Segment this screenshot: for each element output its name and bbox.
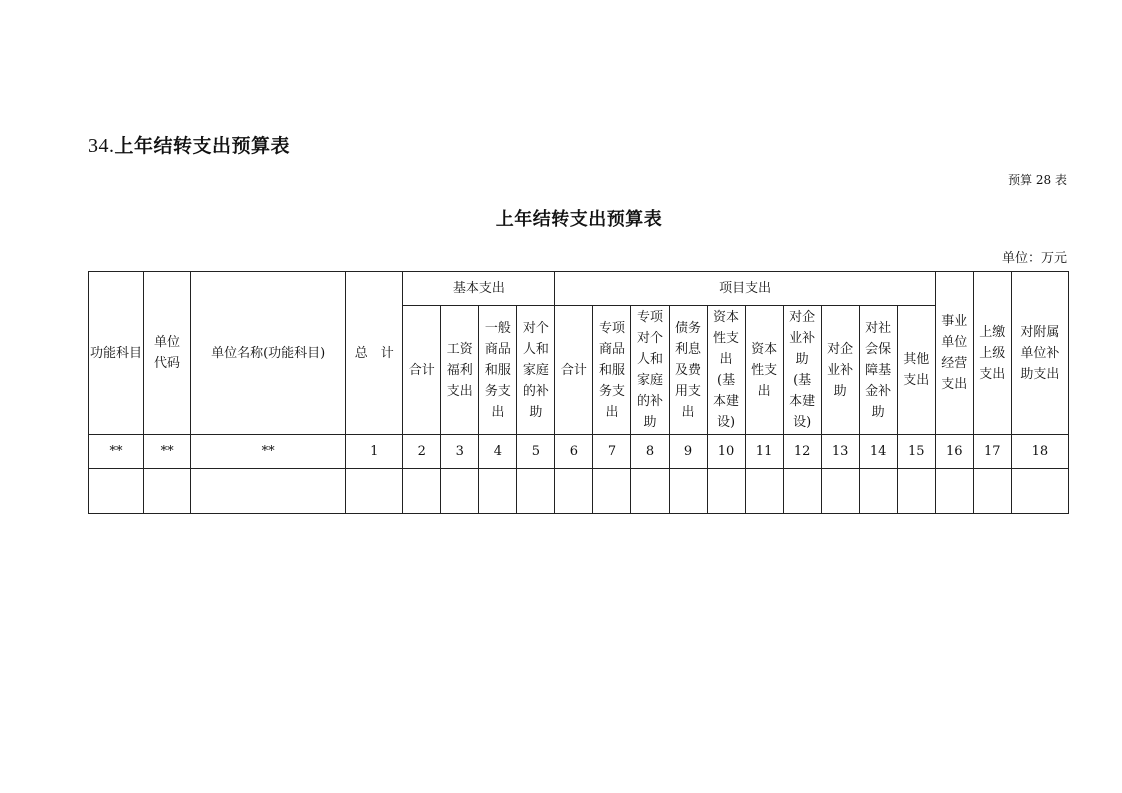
header-affiliated [1011, 272, 1068, 435]
header-special-personal-text: 专项对个人和家庭的补助 [636, 310, 663, 430]
header-other [897, 306, 935, 435]
header-unit-code-text: 单位代码 [154, 335, 181, 371]
empty-cell [821, 469, 859, 514]
unit-label: 单位：万元 [1001, 251, 1067, 266]
section-heading [88, 131, 290, 158]
header-goods [479, 306, 517, 435]
empty-cell [745, 469, 783, 514]
index-cell: ** [89, 435, 144, 469]
empty-cell [144, 469, 191, 514]
header-personal [517, 306, 555, 435]
header-debt [669, 306, 707, 435]
header-wages [441, 306, 479, 435]
empty-cell [555, 469, 593, 514]
index-cell: 3 [441, 435, 479, 469]
header-business [935, 272, 973, 435]
index-cell: 9 [669, 435, 707, 469]
header-capital-text: 资本性支出 [751, 341, 778, 399]
index-cell: 13 [821, 435, 859, 469]
index-cell: 12 [783, 435, 821, 469]
index-cell: 11 [745, 435, 783, 469]
empty-cell [593, 469, 631, 514]
index-cell: 1 [346, 435, 403, 469]
index-cell: ** [144, 435, 191, 469]
empty-cell [479, 469, 517, 514]
header-upper-text: 上缴上级支出 [979, 324, 1006, 382]
header-total: 总 计 [346, 272, 403, 435]
header-goods-text: 一般商品和服务支出 [484, 320, 511, 420]
header-business-text: 事业单位经营支出 [941, 314, 968, 392]
empty-cell [346, 469, 403, 514]
header-capital-build-text: 资本性支出(基本建设) [713, 310, 740, 430]
section-number: 34. [88, 135, 115, 157]
empty-cell [191, 469, 346, 514]
index-cell: 6 [555, 435, 593, 469]
empty-cell [631, 469, 669, 514]
empty-cell [897, 469, 935, 514]
empty-cell [441, 469, 479, 514]
header-unit-code [144, 272, 191, 435]
header-basic-expenditure: 基本支出 [403, 272, 555, 306]
header-personal-text: 对个人和家庭的补助 [522, 320, 549, 420]
header-enterprise-build-text: 对企业补助(基本建设) [789, 310, 816, 430]
header-capital-build [707, 306, 745, 435]
empty-cell [783, 469, 821, 514]
header-social [859, 306, 897, 435]
empty-cell [89, 469, 144, 514]
empty-cell [1011, 469, 1068, 514]
index-cell: 15 [897, 435, 935, 469]
index-cell: ** [191, 435, 346, 469]
header-enterprise [821, 306, 859, 435]
empty-cell [403, 469, 441, 514]
header-capital [745, 306, 783, 435]
header-special-goods-text: 专项商品和服务支出 [598, 320, 625, 420]
header-enterprise-text: 对企业补助 [827, 341, 854, 399]
index-cell: 5 [517, 435, 555, 469]
header-upper [973, 272, 1011, 435]
header-affiliated-text: 对附属单位补助支出 [1020, 324, 1060, 382]
index-cell: 4 [479, 435, 517, 469]
header-basic-sum: 合计 [403, 306, 441, 435]
header-row-group [89, 272, 1069, 306]
empty-cell [973, 469, 1011, 514]
index-cell: 14 [859, 435, 897, 469]
index-cell: 18 [1011, 435, 1068, 469]
header-func-subject: 功能科目 [89, 272, 144, 435]
index-cell: 7 [593, 435, 631, 469]
table-number: 预算 28 表 [1008, 173, 1067, 187]
index-cell: 2 [403, 435, 441, 469]
header-proj-sum: 合计 [555, 306, 593, 435]
header-special-personal [631, 306, 669, 435]
header-social-text: 对社会保障基金补助 [865, 320, 892, 420]
index-row [89, 435, 1069, 469]
index-cell: 8 [631, 435, 669, 469]
header-other-text: 其他支出 [903, 352, 930, 388]
empty-cell [707, 469, 745, 514]
index-cell: 16 [935, 435, 973, 469]
header-special-goods [593, 306, 631, 435]
empty-cell [517, 469, 555, 514]
empty-cell [669, 469, 707, 514]
index-cell: 17 [973, 435, 1011, 469]
empty-data-row [89, 469, 1069, 514]
header-project-expenditure: 项目支出 [555, 272, 935, 306]
header-wages-text: 工资福利支出 [446, 341, 473, 399]
header-enterprise-build [783, 306, 821, 435]
empty-cell [859, 469, 897, 514]
header-debt-text: 债务利息及费用支出 [675, 320, 702, 420]
header-unit-name: 单位名称(功能科目) [191, 272, 346, 435]
table-title: 上年结转支出预算表 [495, 209, 663, 230]
empty-cell [935, 469, 973, 514]
index-cell: 10 [707, 435, 745, 469]
budget-table [88, 271, 1069, 514]
section-title: 上年结转支出预算表 [114, 135, 291, 157]
